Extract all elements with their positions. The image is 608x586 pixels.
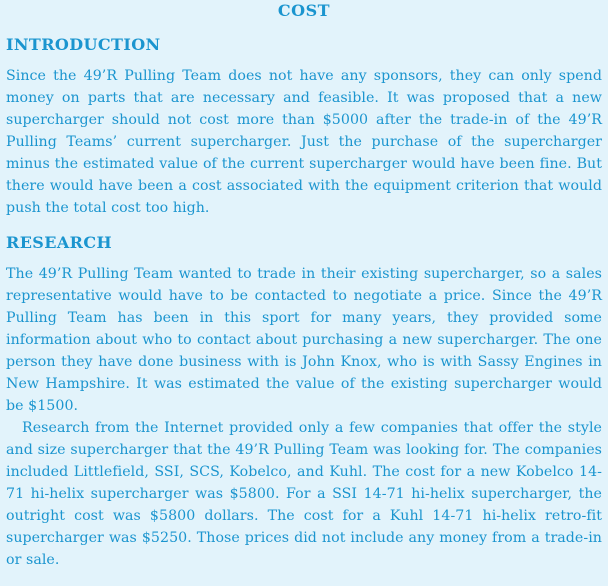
section-heading-introduction: INTRODUCTION [6, 35, 161, 54]
research-paragraph-2: Research from the Internet provided only a few companies that offer the style and size supercharger that the 49’R Pulling Team was looking for. The companies included Littlefield, SSI, SCS, Kobelco, and Kuhl. The cost for a new Kobelco 14-71 hi-helix supercharger was $5800. For a SSI 14-71 hi-helix supercharger, the outright cost was $5800 dollars. The cost for a Kuhl 14-71 hi-helix retro-fit supercharger was $5250. Those prices did not include any money from a trade-in or sale. [6, 420, 602, 568]
section-divider [6, 219, 602, 221]
section-research [6, 233, 602, 571]
section-introduction [6, 35, 602, 219]
introduction-paragraph: Since the 49’R Pulling Team does not have any sponsors, they can only spend money on parts that are necessary and feasible. It was proposed that a new supercharger should not cost more than $5000 after the trade-in of the 49’R Pulling Teams’ current supercharger. Just the purchase of the supercharger minus the estimated value of the current supercharger would have been fine. But there would have been a cost associated with the equipment criterion that would push the total cost too high. [6, 68, 602, 216]
section-heading-research: RESEARCH [6, 233, 113, 252]
page-title: COST [277, 1, 331, 20]
research-paragraph-1: The 49’R Pulling Team wanted to trade in their existing supercharger, so a sales representative would have to be contacted to negotiate a price. Since the 49’R Pulling Team has been in this sport for many years, they provided some information about who to contact about purchasing a new supercharger. The one person they have done business with is John Knox, who is with Sassy Engines in New Hampshire. It was estimated the value of the existing supercharger would be $1500. [6, 266, 602, 414]
